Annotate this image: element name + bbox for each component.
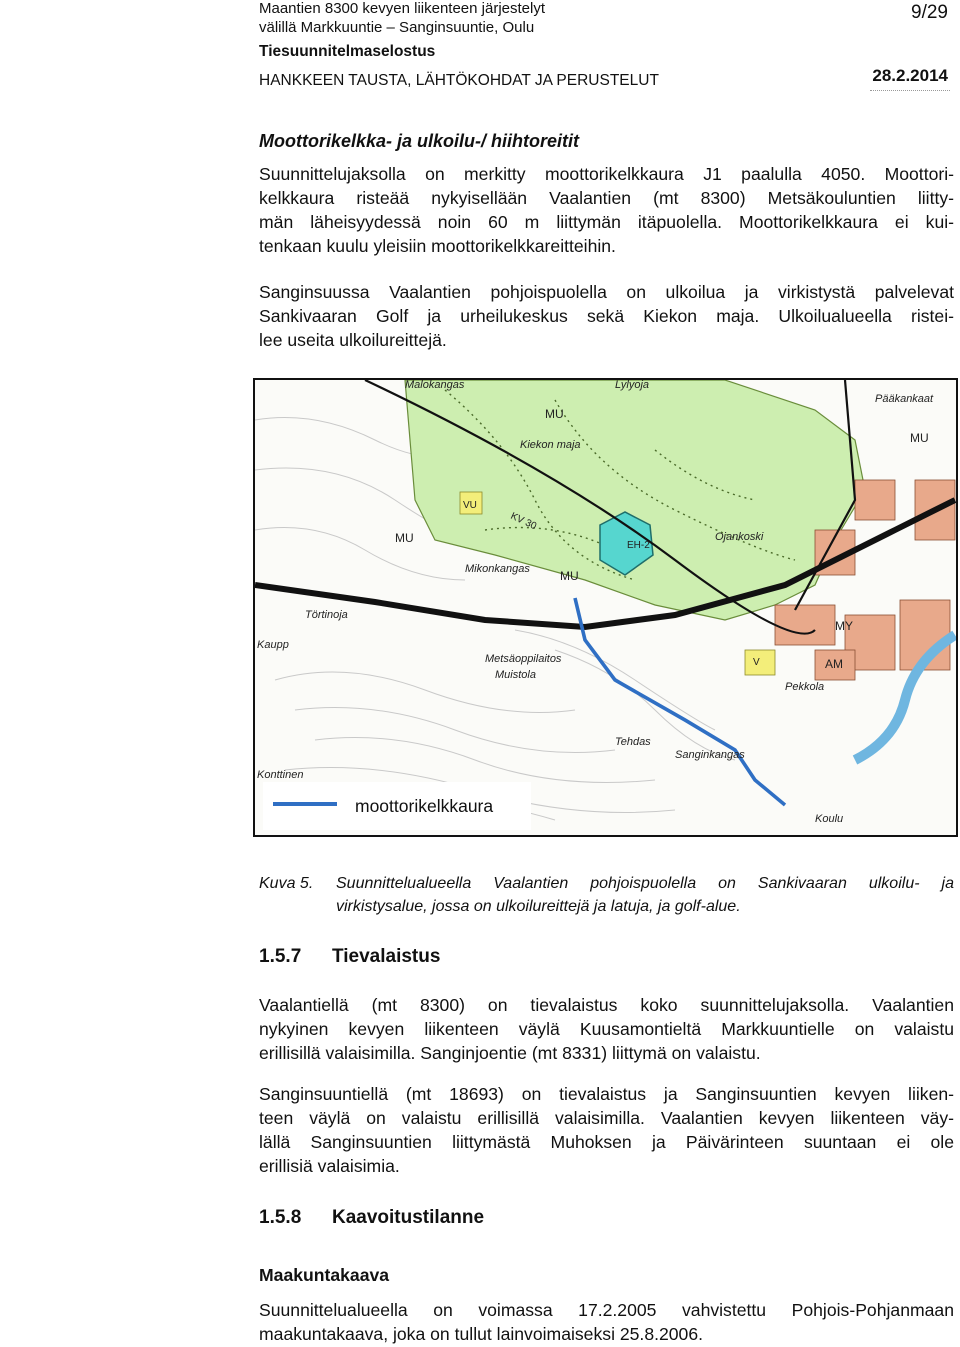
label-paakankaat: Pääkankaat bbox=[875, 393, 934, 405]
text-line: Suunnittelujaksolla on merkitty moottorikelkkaura J1 paalulla 4050. Moottori- bbox=[259, 164, 954, 184]
text-line: Sankivaaran Golf ja urheilukeskus sekä Kiekon maja. Ulkoilualueella ristei- bbox=[259, 306, 954, 326]
label-am: AM bbox=[825, 657, 843, 671]
label-konttinen: Konttinen bbox=[257, 769, 304, 781]
label-my: MY bbox=[835, 619, 853, 633]
label-kiekon-maja: Kiekon maja bbox=[520, 439, 581, 451]
label-vu: VU bbox=[463, 500, 477, 511]
text-line: tenkaan kuulu yleisiin moottorikelkkareitteihin. bbox=[259, 236, 616, 256]
map-svg bbox=[255, 380, 956, 835]
header-section: HANKKEEN TAUSTA, LÄHTÖKOHDAT JA PERUSTELUT bbox=[259, 72, 659, 89]
label-pekkola: Pekkola bbox=[785, 681, 825, 693]
header-rule bbox=[870, 90, 950, 91]
lighting-paragraph-1 bbox=[259, 993, 954, 1065]
text-line: Suunnittelualueella on voimassa 17.2.2005 vahvistettu Pohjois-Pohjanmaan bbox=[259, 1300, 954, 1320]
text-line: kelkkaura risteää nykyisellään Vaalantien (mt 8300) Metsäkouluntien liitty- bbox=[259, 188, 954, 208]
figure-caption-label: Kuva 5. bbox=[259, 875, 314, 892]
label-mu-1: MU bbox=[545, 407, 564, 421]
text-line: nykyinen kevyen liikenteen väylä Kuusamontieltä Markkuuntielle on valaistu bbox=[259, 1019, 954, 1039]
lighting-section-title: Tievalaistus bbox=[332, 946, 441, 967]
text-line: erillisillä valaisimilla. Sanginjoentie (mt 8331) liittymä on valaistu. bbox=[259, 1043, 761, 1063]
label-mu-4: MU bbox=[910, 431, 929, 445]
text-line: lällä Sanginsuuntien liittymästä Muhoksen ja Päivärinteen suuntaan ei ole bbox=[259, 1132, 954, 1152]
label-metsoppilaitos: Metsäoppilaitos bbox=[485, 653, 562, 665]
label-mu-2: MU bbox=[395, 531, 414, 545]
zoning-section-title: Kaavoitustilanne bbox=[332, 1207, 485, 1228]
label-koulu: Koulu bbox=[815, 813, 844, 825]
label-tehdas: Tehdas bbox=[615, 736, 651, 748]
page-number: 9/29 bbox=[911, 2, 948, 23]
snowmobile-heading: Moottorikelkka- ja ulkoilu-/ hiihtoreitit bbox=[259, 131, 580, 151]
text-line: Sanginsuussa Vaalantien pohjoispuolella on ulkoilua ja virkistystä palvelevat bbox=[259, 282, 954, 302]
text-line: teen väylä on valaistu erillisillä valaisimilla. Vaalantien kevyen liikenteen väy- bbox=[259, 1108, 954, 1128]
zoning-paragraph-1 bbox=[259, 1298, 954, 1346]
lighting-section-number: 1.5.7 bbox=[259, 946, 302, 967]
label-sanginkangas: Sanginkangas bbox=[675, 749, 745, 761]
text-line: män läheisyydessä noin 60 m liittymän itäpuolella. Moottorikelkkaura ei kui- bbox=[259, 212, 954, 232]
lighting-paragraph-2 bbox=[259, 1082, 954, 1178]
header-project-line2: välillä Markkuuntie – Sanginsuuntie, Oulu bbox=[259, 19, 535, 36]
label-mu-3: MU bbox=[560, 569, 579, 583]
header-project-line1: Maantien 8300 kevyen liikenteen järjestelyt bbox=[259, 0, 546, 17]
label-kv: KV 30 bbox=[508, 510, 539, 533]
text-line: maakuntakaava, joka on tullut lainvoimaiseksi 25.8.2006. bbox=[259, 1324, 704, 1344]
zoning-sub-heading: Maakuntakaava bbox=[259, 1265, 390, 1285]
zoning-section-number: 1.5.8 bbox=[259, 1207, 302, 1228]
label-ojankoski: Ojankoski bbox=[715, 531, 764, 543]
snowmobile-paragraph-1 bbox=[259, 162, 954, 258]
label-mikonkangas: Mikonkangas bbox=[465, 563, 530, 575]
legend-label: moottorikelkkaura bbox=[355, 796, 494, 816]
text-line: erillisiä valaisimia. bbox=[259, 1156, 400, 1176]
label-tortinoja: Törtinoja bbox=[305, 609, 348, 621]
label-malokangas: Malokangas bbox=[405, 380, 465, 391]
text-line: lee useita ulkoilureittejä. bbox=[259, 330, 447, 350]
figure-caption-line2: virkistysalue, jossa on ulkoilureittejä ja latuja, ja golf-alue. bbox=[336, 898, 741, 915]
figure-caption-line1: Suunnittelualueella Vaalantien pohjoispuolella on Sankivaaran ulkoilu- ja bbox=[336, 875, 954, 892]
label-v: V bbox=[753, 657, 760, 668]
label-muistola: Muistola bbox=[495, 669, 536, 681]
label-kaupp: Kaupp bbox=[257, 639, 289, 651]
label-lylyoja: Lylyoja bbox=[615, 380, 650, 391]
header-doc-type: Tiesuunnitelmaselostus bbox=[259, 43, 436, 60]
map-figure bbox=[253, 378, 958, 837]
header-date: 28.2.2014 bbox=[872, 66, 948, 85]
text-line: Sanginsuuntiellä (mt 18693) on tievalaistus ja Sanginsuuntien kevyen liiken- bbox=[259, 1084, 954, 1104]
label-eh2: EH-2 bbox=[627, 540, 650, 551]
snowmobile-paragraph-2 bbox=[259, 280, 954, 352]
text-line: Vaalantiellä (mt 8300) on tievalaistus koko suunnittelujaksolla. Vaalantien bbox=[259, 995, 954, 1015]
